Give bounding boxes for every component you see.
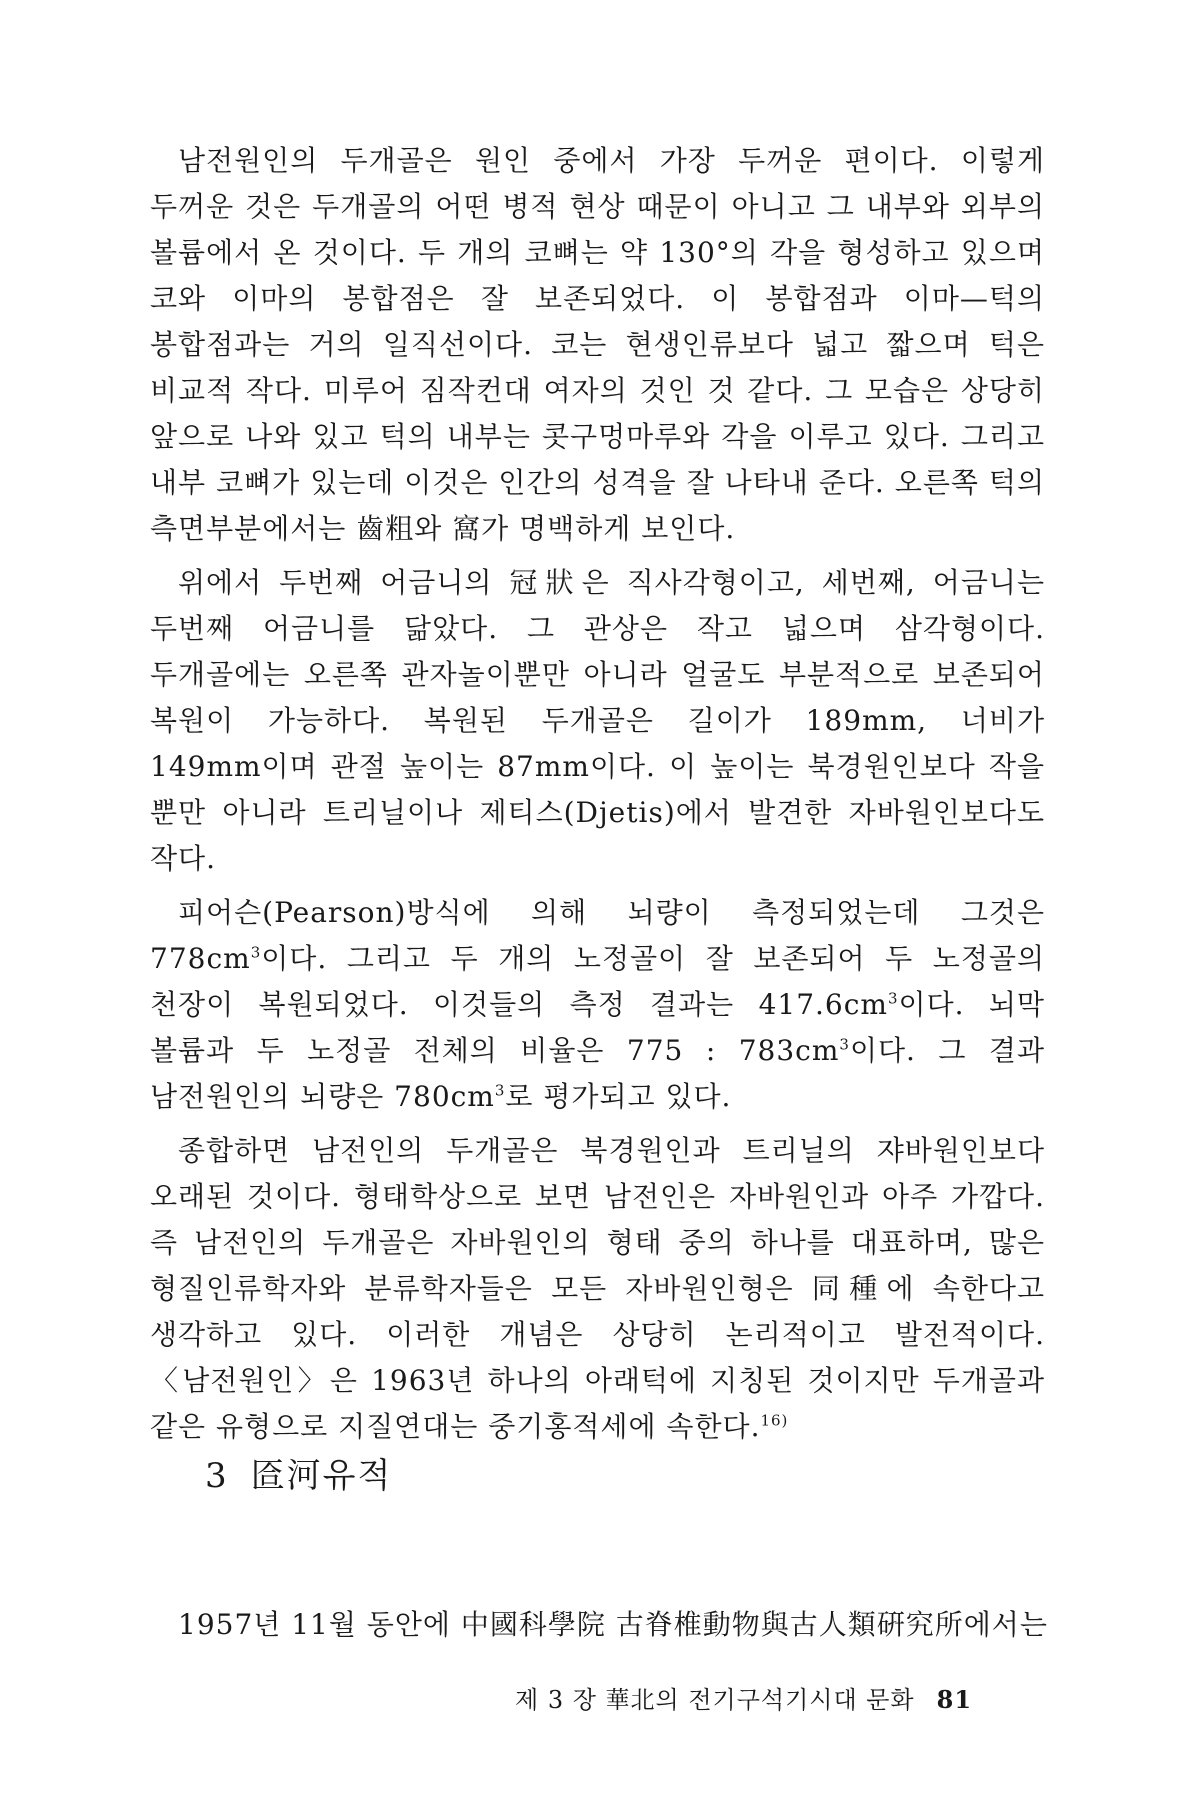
- paragraph-4-text: 종합하면 남전인의 두개골은 북경원인과 트리닐의 쟈바원인보다 오래된 것이다. 형태학상으로 보면 남전인은 자바원인과 아주 가깝다. 즉 남전인의 두개골은 자바원인의 형태 중의 하나를 대표하며, 많은 형질인류학자와 분류학자들은 모든 자바원인형은 同種에 속한다고 생각하고 있다. 이러한 개념은 상당히 논리적이고 발전적이다. 〈남전원인〉은 1963년 하나의 아래턱에 지칭된 것이지만 두개골과 같은 유형으로 지질연대는 중기홍적세에 속한다.: [150, 1134, 1045, 1443]
- superscript-cubic: 3: [887, 989, 899, 1008]
- page-number: 81: [936, 1685, 973, 1714]
- paragraph-3-part-a: 피어슨(Pearson)방식에 의해 뇌량이 측정되었는데 그것은 778cm: [150, 896, 1045, 975]
- paragraph-3: [150, 890, 1045, 1120]
- paragraph-4: [150, 1128, 1045, 1450]
- body-text: [150, 138, 1045, 1450]
- footnote-marker: 16): [760, 1411, 789, 1430]
- paragraph-3-part-d: 이다. 그 결과 남전원인의 뇌량은 780cm: [150, 1034, 1045, 1113]
- running-title: 제 3 장 華北의 전기구석기시대 문화: [515, 1686, 915, 1714]
- section-heading: [205, 1448, 392, 1497]
- paragraph-3-part-c: 이다. 뇌막 볼륨과 두 노정골 전체의 비율은 775 : 783cm: [150, 988, 1045, 1067]
- section-title: 匼河유적: [250, 1456, 393, 1496]
- paragraph-1: 남전원인의 두개골은 원인 중에서 가장 두꺼운 편이다. 이렇게 두꺼운 것은 두개골의 어떤 병적 현상 때문이 아니고 그 내부와 외부의 볼륨에서 온 것이다. 두 개의 코뼈는 약 130°의 각을 형성하고 있으며 코와 이마의 봉합점은 잘 보존되었다. 이 봉합점과 이마—턱의 봉합점과는 거의 일직선이다. 코는 현생인류보다 넓고 짧으며 턱은 비교적 작다. 미루어 짐작컨대 여자의 것인 것 같다. 그 모습은 상당히 앞으로 나와 있고 턱의 내부는 콧구멍마루와 각을 이루고 있다. 그리고 내부 코뼈가 있는데 이것은 인간의 성격을 잘 나타내 준다. 오른쪽 턱의 측면부분에서는 齒粗와 窩가 명백하게 보인다.: [150, 144, 1045, 545]
- paragraph-3-part-e: 로 평가되고 있다.: [505, 1080, 732, 1113]
- paragraph-2: 위에서 두번째 어금니의 冠狀은 직사각형이고, 세번째, 어금니는 두번째 어금니를 닮았다. 그 관상은 작고 넓으며 삼각형이다. 두개골에는 오른쪽 관자놀이뿐만 아니라 얼굴도 부분적으로 보존되어 복원이 가능하다. 복원된 두개골은 길이가 189mm, 너비가 149mm이며 관절 높이는 87mm이다. 이 높이는 북경원인보다 작을 뿐만 아니라 트리닐이나 제티스(Djetis)에서 발견한 자바원인보다도 작다.: [150, 566, 1045, 875]
- page-footer: [515, 1680, 972, 1715]
- superscript-cubic: 3: [839, 1035, 850, 1054]
- superscript-cubic: 3: [250, 943, 262, 962]
- section-first-line: 1957년 11월 동안에 中國科學院 古脊椎動物與古人類硏究所에서는: [178, 1608, 1048, 1641]
- paragraph-3-part-b: 이다. 그리고 두 개의 노정골이 잘 보존되어 두 노정골의 천장이 복원되었다. 이것들의 측정 결과는 417.6cm: [150, 942, 1045, 1021]
- section-number: 3: [205, 1456, 229, 1496]
- superscript-cubic: 3: [494, 1081, 506, 1100]
